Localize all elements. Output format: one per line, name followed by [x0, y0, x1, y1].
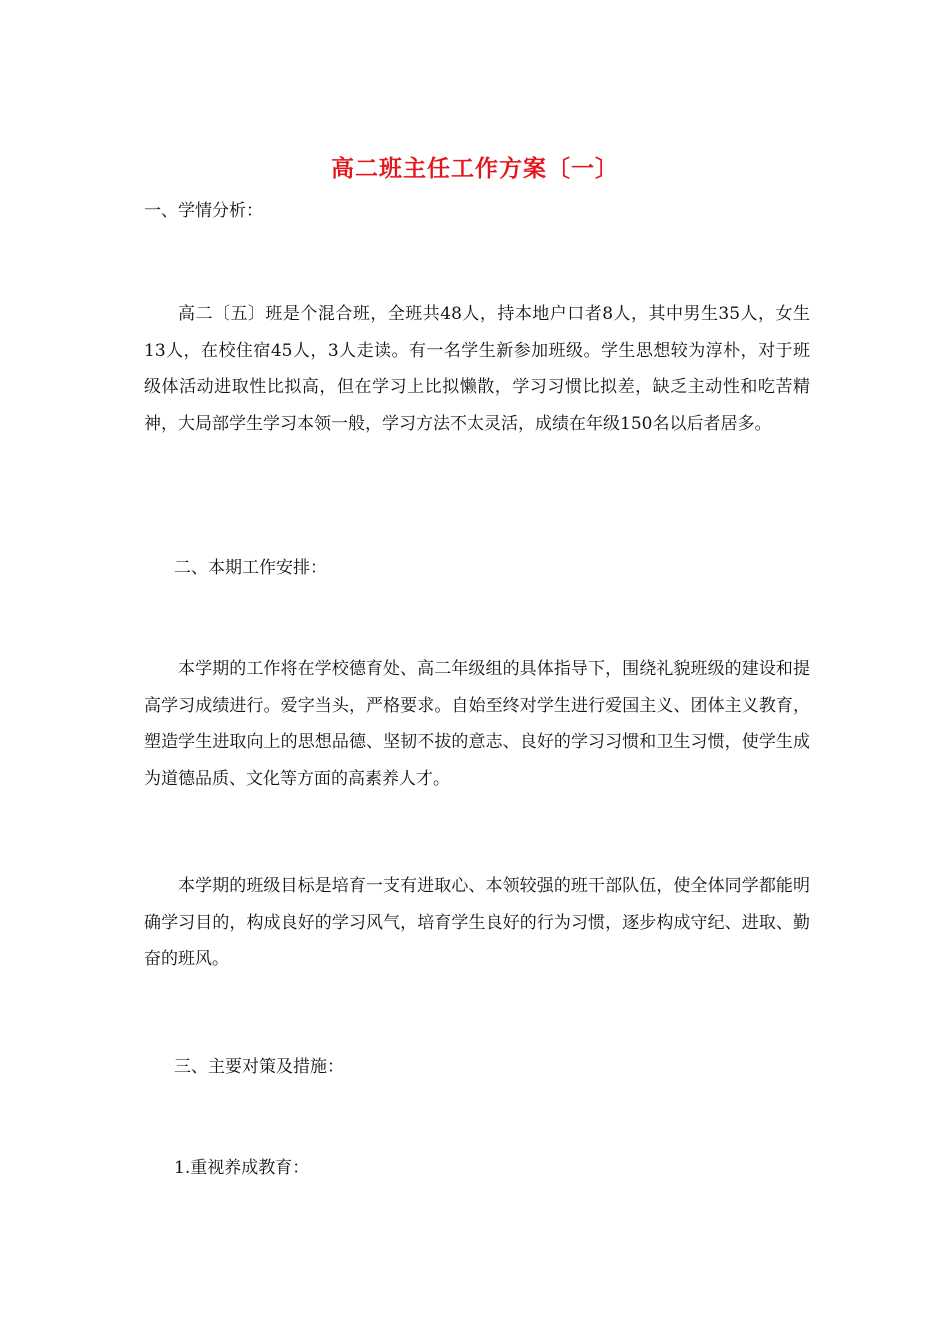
paragraph-plan-2: 本学期的班级目标是培育一支有进取心、本领较强的班干部队伍，使全体同学都能明确学习目的，构成良好的学习风气，培育学生良好的行为习惯，逐步构成守纪、进取、勤奋的班风。 — [144, 876, 810, 969]
paragraph-plan-1: 本学期的工作将在学校德育处、高二年级组的具体指导下，围绕礼貌班级的建设和提高学习成绩进行。爱字当头，严格要求。自始至终对学生进行爱国主义、团体主义教育，塑造学生进取向上的思想品德、坚韧不拔的意志、良好的学习习惯和卫生习惯，使学生成为道德品质、文化等方面的高素养人才。 — [144, 659, 810, 789]
section-heading-analysis: 一、学情分析： — [144, 201, 263, 221]
section-heading-measures: 三、主要对策及措施： — [174, 1057, 344, 1077]
document-title: 高二班主任工作方案〔一〕 — [331, 155, 619, 182]
subsection-heading-measure-1: 1.重视养成教育： — [174, 1158, 310, 1178]
section-heading-plan: 二、本期工作安排： — [174, 558, 327, 578]
paragraph-analysis: 高二〔五〕班是个混合班，全班共48人，持本地户口者8人，其中男生35人，女生13人，在校住宿45人，3人走读。有一名学生新参加班级。学生思想较为淳朴，对于班级体活动进取性比拟高，但在学习上比拟懒散，学习习惯比拟差，缺乏主动性和吃苦精神，大局部学生学习本领一般，学习方法不太灵活，成绩在年级150名以后者居多。 — [144, 304, 810, 434]
